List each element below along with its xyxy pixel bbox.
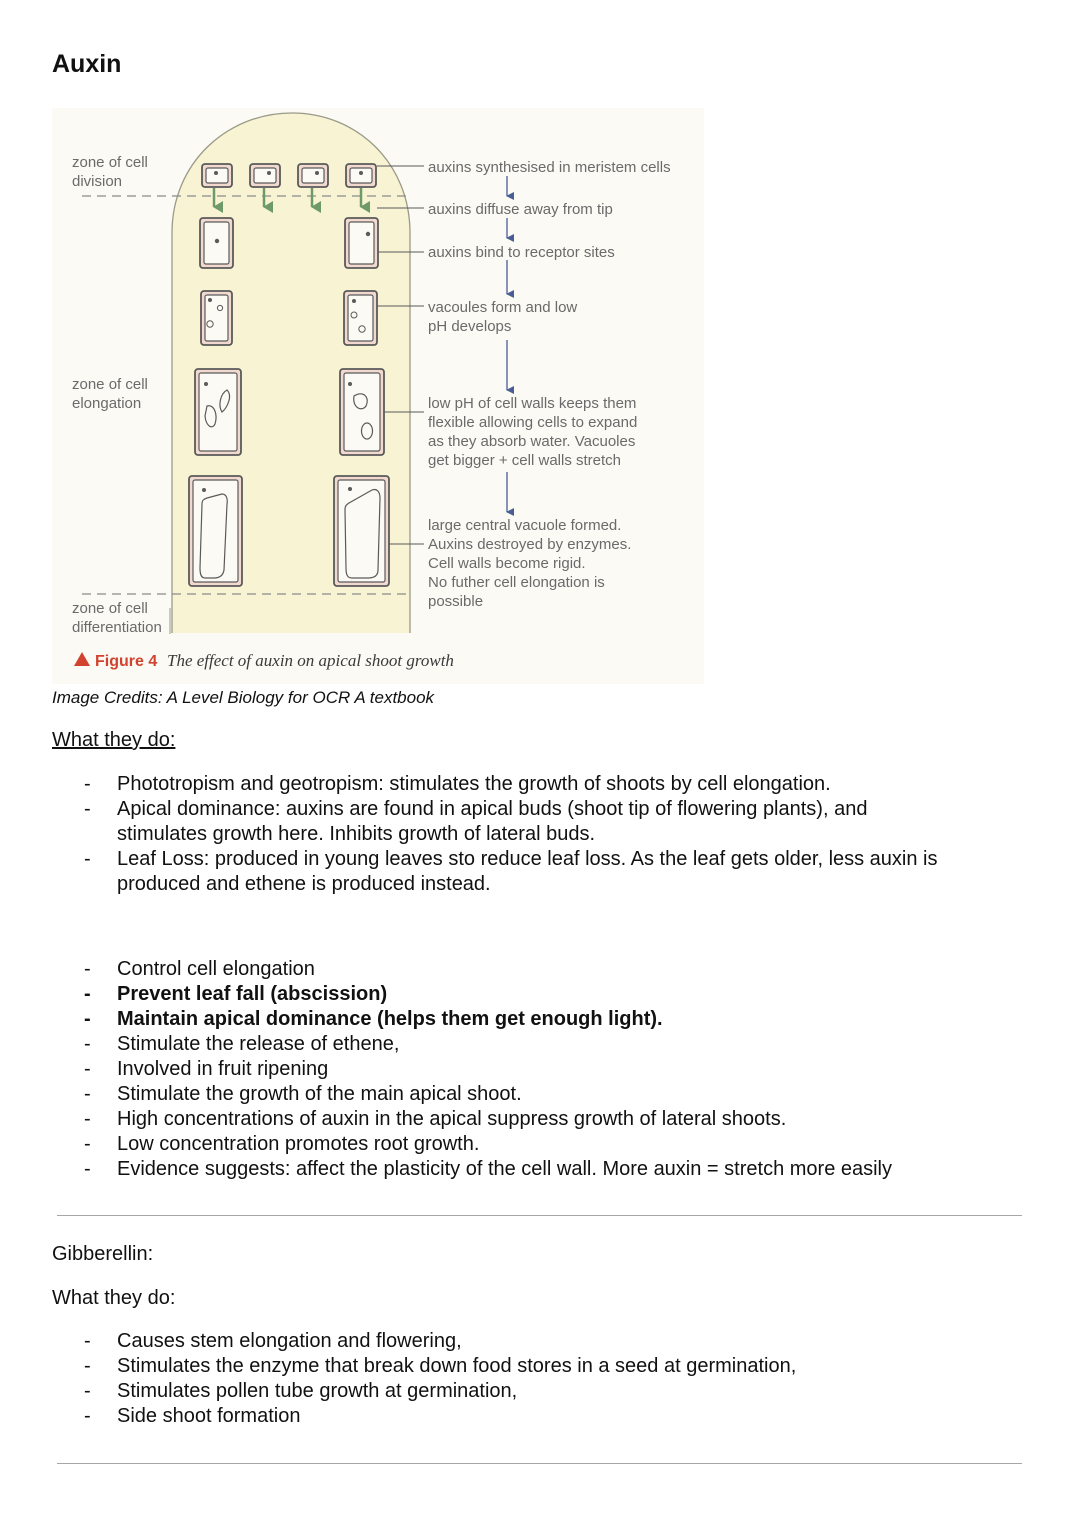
list-item: - Control cell elongation <box>84 957 1044 982</box>
list-item: - Low concentration promotes root growth. <box>84 1132 1044 1157</box>
gibberellin-what-they-do-heading: What they do: <box>52 1287 176 1309</box>
label-diffuse: auxins diffuse away from tip <box>428 201 613 218</box>
auxin-figure <box>52 108 704 684</box>
list-item: - Stimulates pollen tube growth at germination, <box>84 1379 1044 1404</box>
list-item: - Prevent leaf fall (abscission) <box>84 982 1044 1007</box>
zone-differentiation-line1: zone of cell <box>72 600 148 617</box>
list-item: - High concentrations of auxin in the apical suppress growth of lateral shoots. <box>84 1107 1044 1132</box>
label-lowph-line4: get bigger + cell walls stretch <box>428 452 622 469</box>
zone-elongation-line2: elongation <box>72 395 142 412</box>
label-synthesised: auxins synthesised in meristem cells <box>428 159 671 176</box>
list-item: - Stimulates the enzyme that break down food stores in a seed at germination, <box>84 1354 1044 1379</box>
label-bind: auxins bind to receptor sites <box>428 244 615 261</box>
label-lowph-line3: as they absorb water. Vacuoles <box>428 433 636 450</box>
figure-caption-text: The effect of auxin on apical shoot growth <box>167 651 454 670</box>
label-vacuoles-line2: pH develops <box>428 318 512 335</box>
list-item: - Stimulate the growth of the main apical shoot. <box>84 1082 1044 1107</box>
label-vacuole-line5: possible <box>428 593 484 610</box>
figure-caption-label: Figure 4 <box>95 653 158 670</box>
zone-differentiation-line2: differentiation <box>72 619 162 636</box>
label-lowph-line2: flexible allowing cells to expand <box>428 414 638 431</box>
list-item: - Side shoot formation <box>84 1404 1044 1429</box>
list-item: - Involved in fruit ripening <box>84 1057 1044 1082</box>
label-vacuoles-line1: vacoules form and low <box>428 299 578 316</box>
auxin-roles-list <box>84 957 1044 1182</box>
zone-division-line1: zone of cell <box>72 154 148 171</box>
list-item: - Stimulate the release of ethene, <box>84 1032 1044 1057</box>
label-vacuole-line2: Auxins destroyed by enzymes. <box>428 536 632 553</box>
label-vacuole-line4: No futher cell elongation is <box>428 574 605 591</box>
page-title: Auxin <box>52 50 122 78</box>
auxin-what-they-do-heading: What they do: <box>52 729 176 751</box>
zone-division-line2: division <box>72 173 123 190</box>
zone-elongation-line1: zone of cell <box>72 376 148 393</box>
image-credit: Image Credits: A Level Biology for OCR A textbook <box>52 688 435 707</box>
label-vacuole-line1: large central vacuole formed. <box>428 517 622 534</box>
list-item: - Maintain apical dominance (helps them get enough light). <box>84 1007 1044 1032</box>
auxin-functions-list <box>84 772 1044 897</box>
label-vacuole-line3: Cell walls become rigid. <box>428 555 586 572</box>
list-item: - Leaf Loss: produced in young leaves sto reduce leaf loss. As the leaf gets older, less auxin is produced and ethene is produced instead. <box>84 847 1044 897</box>
divider <box>57 1463 1022 1464</box>
label-lowph-line1: low pH of cell walls keeps them <box>428 395 637 412</box>
list-item: - Apical dominance: auxins are found in apical buds (shoot tip of flowering plants), and stimulates growth here. Inhibits growth of lateral buds. <box>84 797 1044 847</box>
list-item: - Evidence suggests: affect the plasticity of the cell wall. More auxin = stretch more easily <box>84 1157 1044 1182</box>
list-item: - Phototropism and geotropism: stimulates the growth of shoots by cell elongation. <box>84 772 1044 797</box>
divider <box>57 1215 1022 1216</box>
gibberellin-functions-list <box>84 1329 1044 1429</box>
gibberellin-title: Gibberellin: <box>52 1243 154 1265</box>
list-item: - Causes stem elongation and flowering, <box>84 1329 1044 1354</box>
